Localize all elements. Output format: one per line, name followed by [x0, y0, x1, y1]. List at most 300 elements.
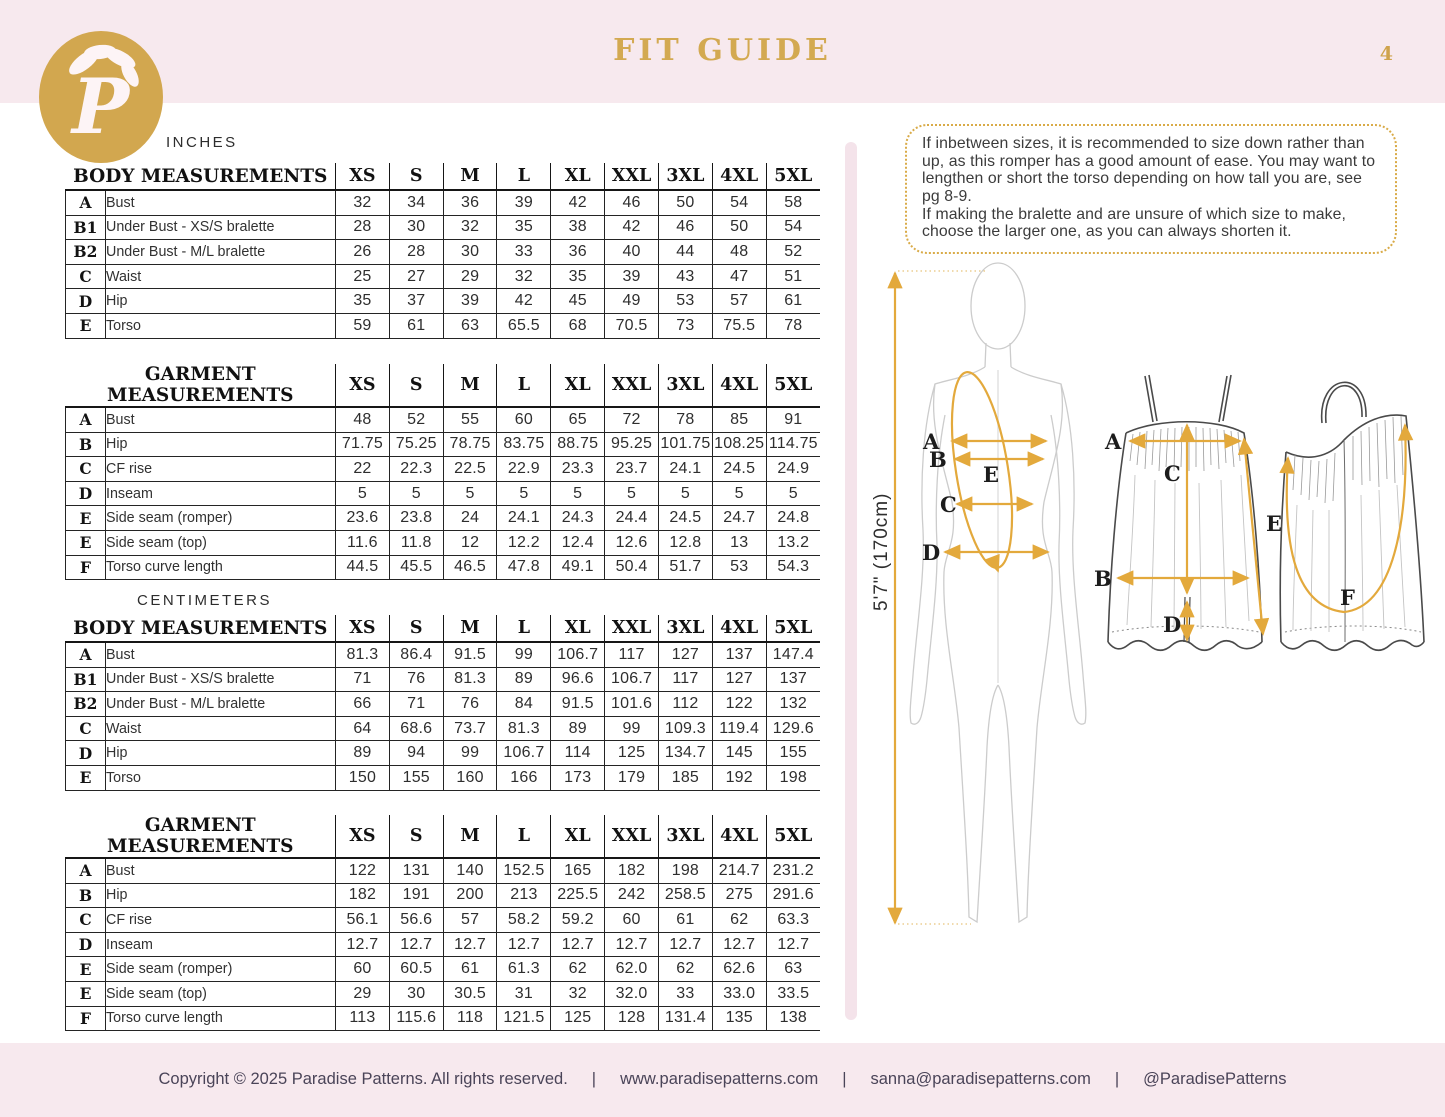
measurement-value: 96.6 — [551, 667, 605, 692]
measurement-label: Under Bust - M/L bralette — [106, 692, 336, 717]
measurement-value: 60 — [497, 407, 551, 432]
measurement-value: 24.1 — [658, 457, 712, 482]
measurement-value: 5 — [443, 481, 497, 506]
table-row — [66, 667, 821, 692]
measurement-value: 88.75 — [551, 432, 605, 457]
measurement-value: 50.4 — [605, 555, 659, 580]
measurement-value: 23.6 — [336, 506, 390, 531]
garment-side-drawing — [1280, 382, 1424, 650]
measurement-value: 45 — [551, 289, 605, 314]
measurement-value: 5 — [336, 481, 390, 506]
garment-front-label-b: B — [1094, 566, 1112, 591]
measurement-value: 70.5 — [605, 313, 659, 338]
measurement-value: 54 — [712, 190, 766, 215]
measurement-value: 56.6 — [389, 908, 443, 933]
measurement-value: 147.4 — [766, 642, 820, 667]
measurement-value: 27 — [389, 264, 443, 289]
measurement-value: 72 — [605, 407, 659, 432]
measurement-value: 52 — [389, 407, 443, 432]
footer-separator: | — [1114, 1070, 1120, 1088]
measurement-value: 76 — [389, 667, 443, 692]
measurement-value: 68 — [551, 313, 605, 338]
measurement-value: 11.6 — [336, 530, 390, 555]
table-row — [66, 555, 821, 580]
measurement-value: 56.1 — [336, 908, 390, 933]
measurement-value: 24.7 — [712, 506, 766, 531]
size-column-header: M — [443, 364, 497, 407]
measurement-value: 35 — [497, 215, 551, 240]
measurement-value: 73.7 — [443, 716, 497, 741]
measurement-label: Hip — [106, 432, 336, 457]
measurement-value: 47.8 — [497, 555, 551, 580]
size-column-header: M — [443, 815, 497, 858]
measurement-value: 84 — [497, 692, 551, 717]
measurement-label: Bust — [106, 190, 336, 215]
table-row — [66, 858, 821, 883]
height-arrow — [871, 271, 985, 924]
garment-side-label-f: F — [1340, 585, 1355, 610]
measurement-value: 51.7 — [658, 555, 712, 580]
garment-front-label-e: E — [1266, 511, 1283, 536]
measurement-label: Side seam (romper) — [106, 506, 336, 531]
measurement-value: 117 — [605, 642, 659, 667]
email-link[interactable]: sanna@paradisepatterns.com — [870, 1070, 1091, 1088]
table-row — [66, 264, 821, 289]
table-title: GARMENT MEASUREMENTS — [66, 364, 336, 407]
measurement-value: 42 — [551, 190, 605, 215]
measurement-value: 46.5 — [443, 555, 497, 580]
measurement-value: 62.0 — [605, 957, 659, 982]
measurement-label: Under Bust - XS/S bralette — [106, 215, 336, 240]
measurement-value: 131.4 — [658, 1006, 712, 1031]
size-column-header: XL — [551, 815, 605, 858]
size-column-header: 5XL — [766, 364, 820, 407]
measurement-value: 12.7 — [766, 932, 820, 957]
measurement-value: 145 — [712, 741, 766, 766]
height-label: 5'7" (170cm) — [871, 492, 892, 611]
table-row — [66, 883, 821, 908]
measurement-letter: E — [66, 313, 106, 338]
measurement-value: 61 — [443, 957, 497, 982]
measurement-letter: E — [66, 530, 106, 555]
size-column-header: 4XL — [712, 615, 766, 642]
page-title: FIT GUIDE — [613, 33, 832, 68]
measurement-value: 12.4 — [551, 530, 605, 555]
measurement-value: 12.7 — [389, 932, 443, 957]
measurement-value: 46 — [658, 215, 712, 240]
measurement-label: Torso curve length — [106, 555, 336, 580]
measurement-letter: C — [66, 716, 106, 741]
measurement-value: 108.25 — [712, 432, 766, 457]
measurement-value: 50 — [658, 190, 712, 215]
measurement-value: 213 — [497, 883, 551, 908]
measurement-value: 42 — [605, 215, 659, 240]
measurement-value: 78 — [766, 313, 820, 338]
measurement-label: Under Bust - M/L bralette — [106, 240, 336, 265]
measurement-letter: B — [66, 883, 106, 908]
size-column-header: S — [389, 163, 443, 190]
measurement-value: 12.7 — [336, 932, 390, 957]
size-column-header: 5XL — [766, 615, 820, 642]
measurement-value: 185 — [658, 765, 712, 790]
measurement-value: 5 — [712, 481, 766, 506]
measurement-value: 5 — [497, 481, 551, 506]
measurement-value: 61 — [389, 313, 443, 338]
measurement-value: 198 — [766, 765, 820, 790]
measurement-value: 57 — [443, 908, 497, 933]
measurement-value: 12.7 — [497, 932, 551, 957]
size-column-header: S — [389, 815, 443, 858]
measurement-value: 121.5 — [497, 1006, 551, 1031]
size-column-header: L — [497, 163, 551, 190]
measurement-value: 28 — [336, 215, 390, 240]
measurement-letter: D — [66, 741, 106, 766]
sizing-note-line-1: If inbetween sizes, it is recommended to size down rather than up, as this romper has a good amount of ease. You may want to lengthen or short the torso depending on how tall you are, see pg 8-9. — [922, 135, 1376, 206]
size-column-header: 3XL — [658, 163, 712, 190]
measurement-value: 42 — [497, 289, 551, 314]
measurement-label: Torso — [106, 313, 336, 338]
measurement-value: 106.7 — [497, 741, 551, 766]
measurement-value: 71.75 — [336, 432, 390, 457]
measurement-value: 127 — [658, 642, 712, 667]
measurement-value: 242 — [605, 883, 659, 908]
measurement-value: 32 — [336, 190, 390, 215]
measurement-value: 101.75 — [658, 432, 712, 457]
measurement-value: 198 — [658, 858, 712, 883]
measurement-letter: C — [66, 908, 106, 933]
measurement-value: 200 — [443, 883, 497, 908]
measurement-value: 64 — [336, 716, 390, 741]
table-row — [66, 932, 821, 957]
measurement-value: 39 — [497, 190, 551, 215]
measurement-value: 12.7 — [605, 932, 659, 957]
measurement-value: 115.6 — [389, 1006, 443, 1031]
measurement-value: 59.2 — [551, 908, 605, 933]
measurement-value: 57 — [712, 289, 766, 314]
measurement-value: 33 — [497, 240, 551, 265]
measurement-value: 75.25 — [389, 432, 443, 457]
measurement-value: 12.7 — [658, 932, 712, 957]
measurement-value: 78 — [658, 407, 712, 432]
measurement-value: 58.2 — [497, 908, 551, 933]
measurement-value: 150 — [336, 765, 390, 790]
measurement-value: 78.75 — [443, 432, 497, 457]
table-row — [66, 215, 821, 240]
measurement-value: 33.5 — [766, 981, 820, 1006]
measurement-value: 25 — [336, 264, 390, 289]
measurement-value: 53 — [658, 289, 712, 314]
measurement-value: 28 — [389, 240, 443, 265]
measurement-value: 59 — [336, 313, 390, 338]
measurement-value: 76 — [443, 692, 497, 717]
croquis-label-a: A — [923, 429, 940, 454]
measurement-value: 66 — [336, 692, 390, 717]
garment-front-label-d: D — [1163, 612, 1182, 637]
measurement-value: 119.4 — [712, 716, 766, 741]
table-row — [66, 692, 821, 717]
measurement-letter: A — [66, 407, 106, 432]
measurement-value: 50 — [712, 215, 766, 240]
size-column-header: 4XL — [712, 364, 766, 407]
measurement-value: 81.3 — [336, 642, 390, 667]
measurement-value: 99 — [497, 642, 551, 667]
measurement-value: 47 — [712, 264, 766, 289]
measurement-value: 31 — [497, 981, 551, 1006]
measurement-label: Side seam (romper) — [106, 957, 336, 982]
measurement-value: 12.2 — [497, 530, 551, 555]
measurement-value: 44.5 — [336, 555, 390, 580]
size-column-header: S — [389, 364, 443, 407]
measurement-value: 128 — [605, 1006, 659, 1031]
social-handle-link[interactable]: @ParadisePatterns — [1143, 1070, 1287, 1088]
measurement-label: Hip — [106, 883, 336, 908]
measurement-diagram — [865, 255, 1445, 1040]
measurement-label: Inseam — [106, 481, 336, 506]
size-column-header: XS — [336, 615, 390, 642]
measurement-value: 39 — [605, 264, 659, 289]
garment-front-measure-arrows — [1118, 425, 1263, 640]
measurement-value: 22.9 — [497, 457, 551, 482]
measurement-value: 231.2 — [766, 858, 820, 883]
size-column-header: XS — [336, 815, 390, 858]
measurement-value: 40 — [605, 240, 659, 265]
measurement-letter: D — [66, 932, 106, 957]
measurement-value: 24.4 — [605, 506, 659, 531]
measurement-value: 71 — [336, 667, 390, 692]
measurement-label: Bust — [106, 407, 336, 432]
measurement-value: 30 — [443, 240, 497, 265]
measurement-label: Waist — [106, 264, 336, 289]
measurement-letter: F — [66, 1006, 106, 1031]
measurement-value: 33.0 — [712, 981, 766, 1006]
measurement-label: Hip — [106, 289, 336, 314]
size-column-header: M — [443, 615, 497, 642]
measurement-value: 12.8 — [658, 530, 712, 555]
measurement-value: 91.5 — [551, 692, 605, 717]
measurement-value: 62 — [658, 957, 712, 982]
measurement-value: 95.25 — [605, 432, 659, 457]
measurement-value: 29 — [443, 264, 497, 289]
table-row — [66, 407, 821, 432]
measurement-value: 60 — [336, 957, 390, 982]
measurement-value: 36 — [443, 190, 497, 215]
measurement-value: 48 — [336, 407, 390, 432]
sizing-note-line-2: If making the bralette and are unsure of which size to make, choose the larger one, as you can always shorten it. — [922, 205, 1346, 241]
size-column-header: M — [443, 163, 497, 190]
measurement-value: 179 — [605, 765, 659, 790]
website-link[interactable]: www.paradisepatterns.com — [620, 1070, 819, 1088]
measurement-letter: B2 — [66, 240, 106, 265]
measurement-value: 138 — [766, 1006, 820, 1031]
measurement-label: Bust — [106, 858, 336, 883]
measurement-value: 30 — [389, 981, 443, 1006]
measurement-value: 24.9 — [766, 457, 820, 482]
measurement-label: Side seam (top) — [106, 530, 336, 555]
measurement-value: 91 — [766, 407, 820, 432]
measurement-value: 13.2 — [766, 530, 820, 555]
measurement-value: 12 — [443, 530, 497, 555]
size-column-header: XXL — [605, 815, 659, 858]
measurement-value: 62 — [712, 908, 766, 933]
measurement-letter: E — [66, 981, 106, 1006]
inches-garment-measurements-table — [65, 364, 820, 580]
measurement-value: 12.7 — [712, 932, 766, 957]
measurement-value: 134.7 — [658, 741, 712, 766]
measurement-value: 182 — [336, 883, 390, 908]
sizing-note-box — [905, 124, 1397, 254]
measurement-value: 101.6 — [605, 692, 659, 717]
measurement-value: 23.3 — [551, 457, 605, 482]
table-row — [66, 481, 821, 506]
measurement-value: 33 — [658, 981, 712, 1006]
measurement-value: 85 — [712, 407, 766, 432]
centimeters-body-measurements-table — [65, 615, 820, 791]
measurement-value: 61 — [766, 289, 820, 314]
measurement-value: 129.6 — [766, 716, 820, 741]
size-column-header: XL — [551, 364, 605, 407]
measurement-value: 23.7 — [605, 457, 659, 482]
measurement-value: 61.3 — [497, 957, 551, 982]
size-column-header: L — [497, 364, 551, 407]
measurement-label: Under Bust - XS/S bralette — [106, 667, 336, 692]
measurement-letter: C — [66, 457, 106, 482]
measurement-value: 49.1 — [551, 555, 605, 580]
table-row — [66, 530, 821, 555]
measurement-value: 83.75 — [497, 432, 551, 457]
measurement-value: 71 — [389, 692, 443, 717]
measurement-value: 191 — [389, 883, 443, 908]
table-row — [66, 190, 821, 215]
measurement-value: 51 — [766, 264, 820, 289]
measurement-letter: C — [66, 264, 106, 289]
measurement-letter: A — [66, 858, 106, 883]
measurement-label: Torso — [106, 765, 336, 790]
measurement-value: 65.5 — [497, 313, 551, 338]
inches-body-measurements-table — [65, 163, 820, 339]
measurement-value: 106.7 — [551, 642, 605, 667]
measurement-value: 291.6 — [766, 883, 820, 908]
size-column-header: 5XL — [766, 815, 820, 858]
measurement-value: 135 — [712, 1006, 766, 1031]
footer-separator: | — [591, 1070, 597, 1088]
measurement-value: 44 — [658, 240, 712, 265]
measurement-value: 45.5 — [389, 555, 443, 580]
centimeters-garment-measurements-table — [65, 815, 820, 1031]
measurement-letter: D — [66, 481, 106, 506]
measurement-value: 114 — [551, 741, 605, 766]
measurement-letter: A — [66, 190, 106, 215]
measurement-value: 275 — [712, 883, 766, 908]
size-column-header: XXL — [605, 364, 659, 407]
measurement-value: 24 — [443, 506, 497, 531]
measurement-value: 5 — [658, 481, 712, 506]
size-column-header: L — [497, 815, 551, 858]
garment-front-label-c: C — [1164, 461, 1181, 486]
croquis-label-b: B — [929, 447, 947, 472]
size-column-header: XS — [336, 364, 390, 407]
size-column-header: XL — [551, 163, 605, 190]
measurement-value: 43 — [658, 264, 712, 289]
measurement-value: 94 — [389, 741, 443, 766]
size-column-header: XXL — [605, 615, 659, 642]
measurement-value: 32 — [551, 981, 605, 1006]
footer — [0, 1070, 1445, 1089]
table-row — [66, 506, 821, 531]
measurement-label: Torso curve length — [106, 1006, 336, 1031]
size-column-header: 5XL — [766, 163, 820, 190]
measurement-value: 106.7 — [605, 667, 659, 692]
measurement-value: 152.5 — [497, 858, 551, 883]
measurement-value: 258.5 — [658, 883, 712, 908]
measurement-value: 99 — [443, 741, 497, 766]
measurement-value: 63 — [443, 313, 497, 338]
table-row — [66, 240, 821, 265]
garment-front-label-a: A — [1105, 429, 1122, 454]
measurement-value: 30 — [389, 215, 443, 240]
copyright-text: Copyright © 2025 Paradise Patterns. All rights reserved. — [158, 1070, 568, 1088]
measurement-value: 12.7 — [443, 932, 497, 957]
measurement-value: 182 — [605, 858, 659, 883]
measurement-value: 32.0 — [605, 981, 659, 1006]
measurement-value: 122 — [336, 858, 390, 883]
measurement-value: 34 — [389, 190, 443, 215]
measurement-value: 81.3 — [443, 667, 497, 692]
measurement-letter: B — [66, 432, 106, 457]
size-column-header: L — [497, 615, 551, 642]
table-row — [66, 716, 821, 741]
measurement-value: 53 — [712, 555, 766, 580]
measurement-value: 113 — [336, 1006, 390, 1031]
measurement-value: 132 — [766, 692, 820, 717]
measurement-value: 35 — [551, 264, 605, 289]
size-column-header: 3XL — [658, 615, 712, 642]
table-title: GARMENT MEASUREMENTS — [66, 815, 336, 858]
measurement-value: 131 — [389, 858, 443, 883]
table-row — [66, 908, 821, 933]
measurement-label: Bust — [106, 642, 336, 667]
measurement-letter: E — [66, 506, 106, 531]
measurement-value: 214.7 — [712, 858, 766, 883]
measurement-value: 165 — [551, 858, 605, 883]
measurement-value: 32 — [443, 215, 497, 240]
measurement-value: 99 — [605, 716, 659, 741]
body-croquis-illustration — [910, 263, 1086, 922]
table-title: BODY MEASUREMENTS — [66, 163, 336, 190]
measurement-value: 49 — [605, 289, 659, 314]
measurement-value: 173 — [551, 765, 605, 790]
measurement-value: 29 — [336, 981, 390, 1006]
measurement-value: 118 — [443, 1006, 497, 1031]
measurement-label: CF rise — [106, 457, 336, 482]
table-row — [66, 457, 821, 482]
measurement-value: 225.5 — [551, 883, 605, 908]
measurement-value: 125 — [551, 1006, 605, 1031]
measurement-letter: B1 — [66, 215, 106, 240]
measurement-label: Inseam — [106, 932, 336, 957]
measurement-value: 22.5 — [443, 457, 497, 482]
measurement-letter: B1 — [66, 667, 106, 692]
measurement-value: 89 — [497, 667, 551, 692]
measurement-value: 39 — [443, 289, 497, 314]
measurement-value: 127 — [712, 667, 766, 692]
size-column-header: 3XL — [658, 815, 712, 858]
measurement-value: 61 — [658, 908, 712, 933]
measurement-letter: E — [66, 765, 106, 790]
measurement-value: 75.5 — [712, 313, 766, 338]
size-column-header: 4XL — [712, 163, 766, 190]
measurement-value: 60 — [605, 908, 659, 933]
measurement-label: Hip — [106, 741, 336, 766]
